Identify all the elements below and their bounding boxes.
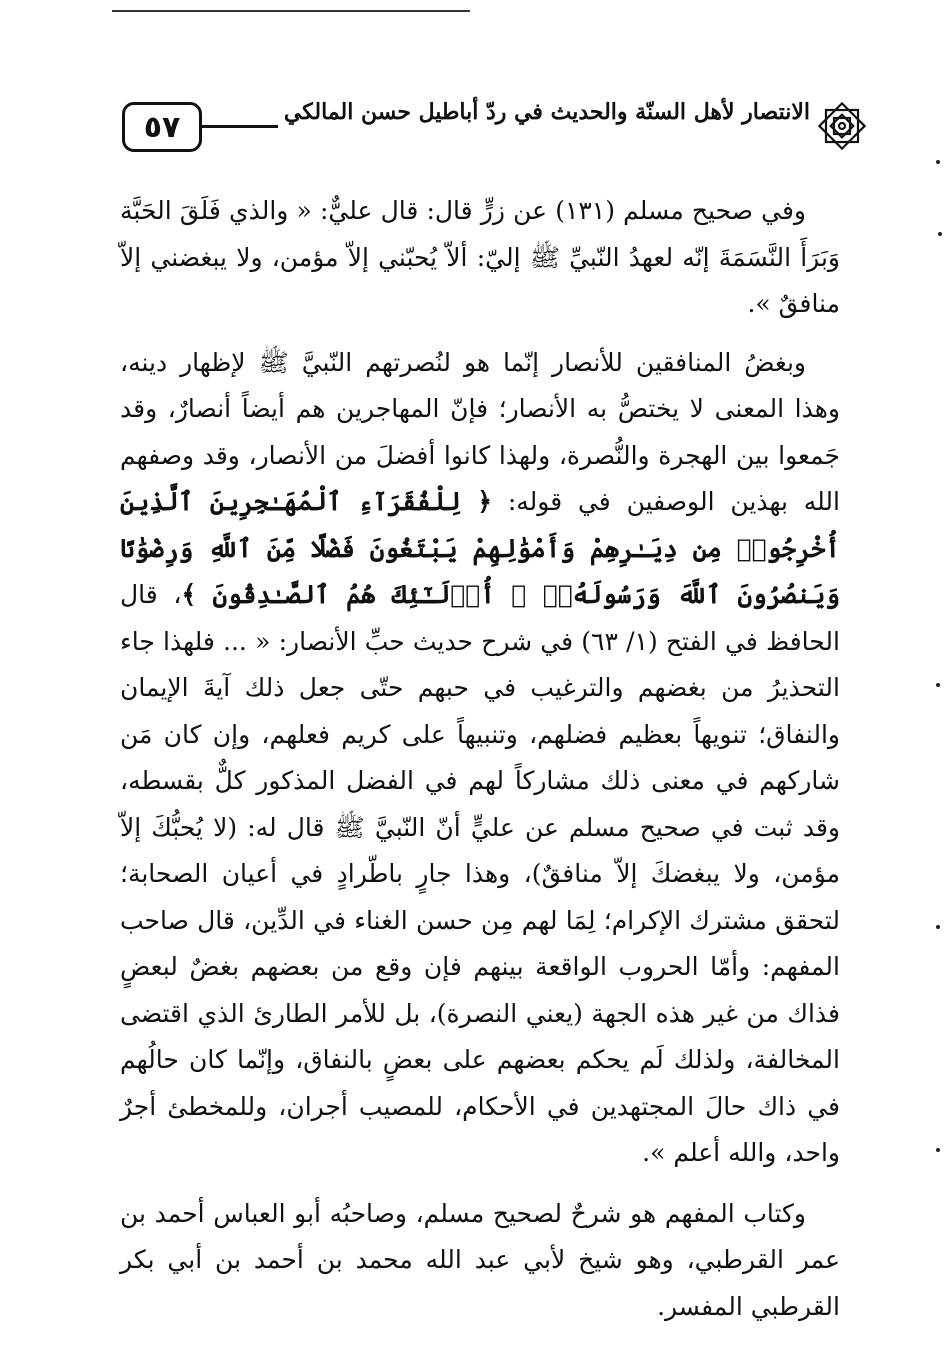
- paragraph-ansar-intro: وبغضُ المنافقين للأنصار إنّما هو لنُصرتهم النّبيَّ ﷺ لإظهار دينه، وهذا المعنى لا يختصُّ به الأنصار؛ فإنّ المهاجرين هم أيضاً أنصارٌ، وقد جَمعوا بين الهجرة والنُّصرة، ولهذا كانوا أفضلَ من الأنصار، وقد وصفهم الله بهذين الوصفين في قوله:: [120, 347, 840, 516]
- top-rule: [112, 10, 470, 12]
- page-number: ٥٧: [122, 102, 202, 152]
- paragraph-ansar: [120, 340, 840, 1177]
- page-body: [120, 188, 840, 1344]
- page-header: [100, 94, 860, 164]
- paragraph-mufhim: وكتاب المفهم هو شرحٌ لصحيح مسلم، وصاحبُه أبو العباس أحمد بن عمر القرطبي، وهو شيخ لأبي عبد الله محمد بن أحمد بن أبي بكر القرطبي المفسر.: [120, 1198, 840, 1321]
- margin-mark: [936, 1148, 940, 1152]
- margin-mark: [938, 232, 942, 236]
- quran-verse: ﴿ لِلْفُقَرَآءِ ٱلْمُهَـٰجِرِينَ ٱلَّذِينَ أُخْرِجُوا۟ مِن دِيَـٰرِهِمْ وَأَمْوَٰلِهِمْ يَبْتَغُونَ فَضْلًا مِّنَ ٱللَّهِ وَرِضْوَٰنًا وَيَنصُرُونَ ٱللَّهَ وَرَسُولَهُۥٓ ۚ أُو۟لَـٰٓئِكَ هُمُ ٱلصَّـٰدِقُونَ ﴾: [120, 487, 841, 609]
- margin-mark: [936, 925, 940, 929]
- margin-mark: [936, 160, 940, 164]
- margin-mark: [936, 683, 940, 687]
- paragraph-hadith-muslim: وفي صحيح مسلم (١٣١) عن زرٍّ قال: قال عليٌّ: « والذي فَلَقَ الحَبَّة وَبَرَأَ النَّسَمَةَ إنّه لعهدُ النّبيِّ ﷺ إليّ: ألاّ يُحبّني إلاّ مؤمن، ولا يبغضني إلاّ منافقٌ ».: [120, 196, 840, 318]
- running-title: الانتصار لأهل السنّة والحديث في ردّ أباطيل حسن المالكي: [278, 94, 816, 130]
- paragraph-ansar-quote: ، قال الحافظ في الفتح (١/ ٦٣) في شرح حديث حبِّ الأنصار: « ... فلهذا جاء التحذيرُ من بغضهم والترغيب في حبهم حتّى جعل ذلك آيةَ الإيمان والنفاق؛ تنويهاً بعظيم فضلهم، وتنبيهاً على كريم فعلهم، وإن كان مَن شاركهم في معنى ذلك مشاركاً لهم في الفضل المذكور كلٌّ بقسطه، وقد ثبت في صحيح مسلم عن عليٍّ أنّ النّبيَّ ﷺ قال له: (لا يُحبُّكَ إلاّ مؤمن، ولا يبغضكَ إلاّ منافقٌ)، وهذا جارٍ باطّرادٍ في أعيان الصحابة؛ لتحقق مشترك الإكرام؛ لِمَا لهم مِن حسن الغناء في الدِّين، قال صاحب المفهم: وأمّا الحروب الواقعة بينهم فإن وقع من بعضهم بغضٌ لبعضٍ فذاك من غير هذه الجهة (يعني النصرة)، بل للأمر الطارئ الذي اقتضى المخالفة، ولذلك لَم يحكم بعضهم على بعضٍ بالنفاق، وإنّما كان حالُهم في ذاك حالَ المجتهدين في الأحكام، للمصيب أجران، وللمخطئ أجرٌ واحد، والله أعلم ».: [120, 580, 840, 1167]
- octagram-star-ornament-icon: [814, 98, 870, 154]
